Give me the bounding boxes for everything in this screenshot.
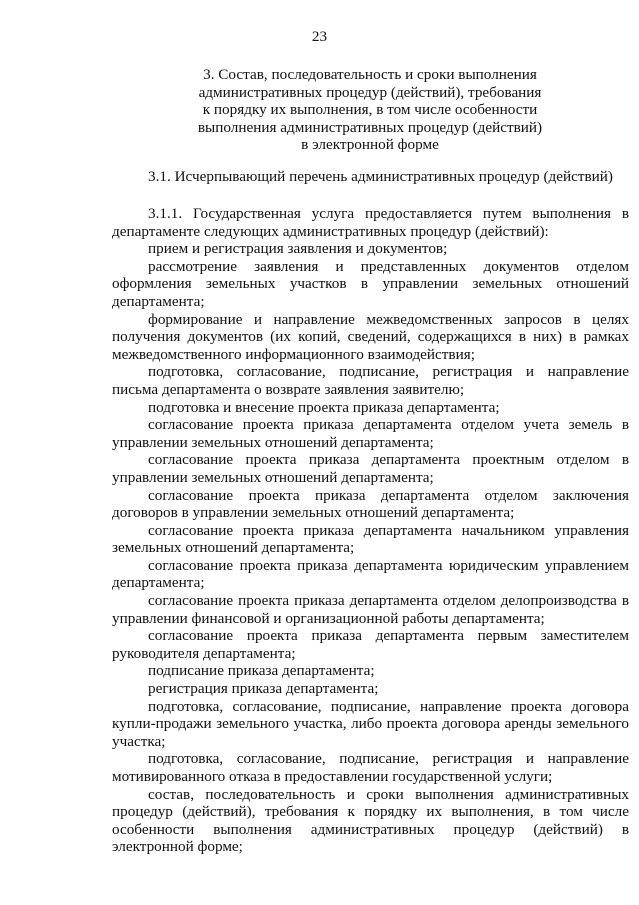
paragraph: согласование проекта приказа департамента отделом учета земель в управлении земельных отношений департамента; [112, 416, 629, 451]
page-number: 23 [311, 28, 328, 45]
paragraph: согласование проекта приказа департамента первым заместителем руководителя департамента; [112, 627, 629, 662]
heading-line: 3. Состав, последовательность и сроки выполнения [203, 66, 537, 83]
paragraph: подготовка и внесение проекта приказа департамента; [148, 398, 500, 416]
paragraph: подписание приказа департамента; [148, 662, 375, 680]
paragraph: состав, последовательность и сроки выполнения административных процедур (действий), требования к порядку их выполнения, в том числе особенности выполнения административных процедур (действий) в электронной форме; [112, 785, 629, 856]
subsection-heading: 3.1. Исчерпывающий перечень административных процедур (действий) [148, 168, 613, 185]
paragraph: подготовка, согласование, подписание, направление проекта договора купли-продажи земельного участка, либо проекта договора аренды земельного участка; [112, 697, 629, 750]
heading-line: к порядку их выполнения, в том числе особенности [202, 101, 538, 118]
paragraph: прием и регистрация заявления и документов; [148, 240, 448, 258]
paragraph: согласование проекта приказа департамента начальником управления земельных отношений департамента; [112, 521, 629, 557]
paragraph: рассмотрение заявления и представленных документов отделом оформления земельных участков в управлении земельных отношений департамента; [112, 257, 629, 310]
paragraph: согласование проекта приказа департамента юридическим управлением департамента; [112, 556, 629, 592]
paragraph: согласование проекта приказа департамента отделом заключения договоров в управлении земельных отношений департамента; [112, 486, 629, 522]
section-heading [190, 66, 550, 154]
paragraph: формирование и направление межведомственных запросов в целях получения документов (их копий, сведений, содержащихся в них) в рамках межведомственного информационного взаимодействия; [112, 310, 629, 363]
paragraph: 3.1.1. Государственная услуга предоставляется путем выполнения в департаменте следующих административных процедур (действий): [112, 205, 629, 240]
body-text [112, 205, 629, 856]
heading-line: административных процедур (действий), требования [198, 83, 542, 101]
heading-line: выполнения административных процедур (действий) [197, 118, 543, 136]
paragraph: подготовка, согласование, подписание, регистрация и направление мотивированного отказа в предоставлении государственной услуги; [112, 750, 629, 785]
paragraph: регистрация приказа департамента; [148, 680, 379, 698]
paragraph: согласование проекта приказа департамента отделом делопроизводства в управлении финансовой и организационной работы департамента; [112, 592, 629, 627]
heading-line: в электронной форме [301, 136, 439, 153]
paragraph: подготовка, согласование, подписание, регистрация и направление письма департамента о возврате заявления заявителю; [112, 363, 629, 398]
paragraph: согласование проекта приказа департамента проектным отделом в управлении земельных отношений департамента; [112, 451, 629, 486]
